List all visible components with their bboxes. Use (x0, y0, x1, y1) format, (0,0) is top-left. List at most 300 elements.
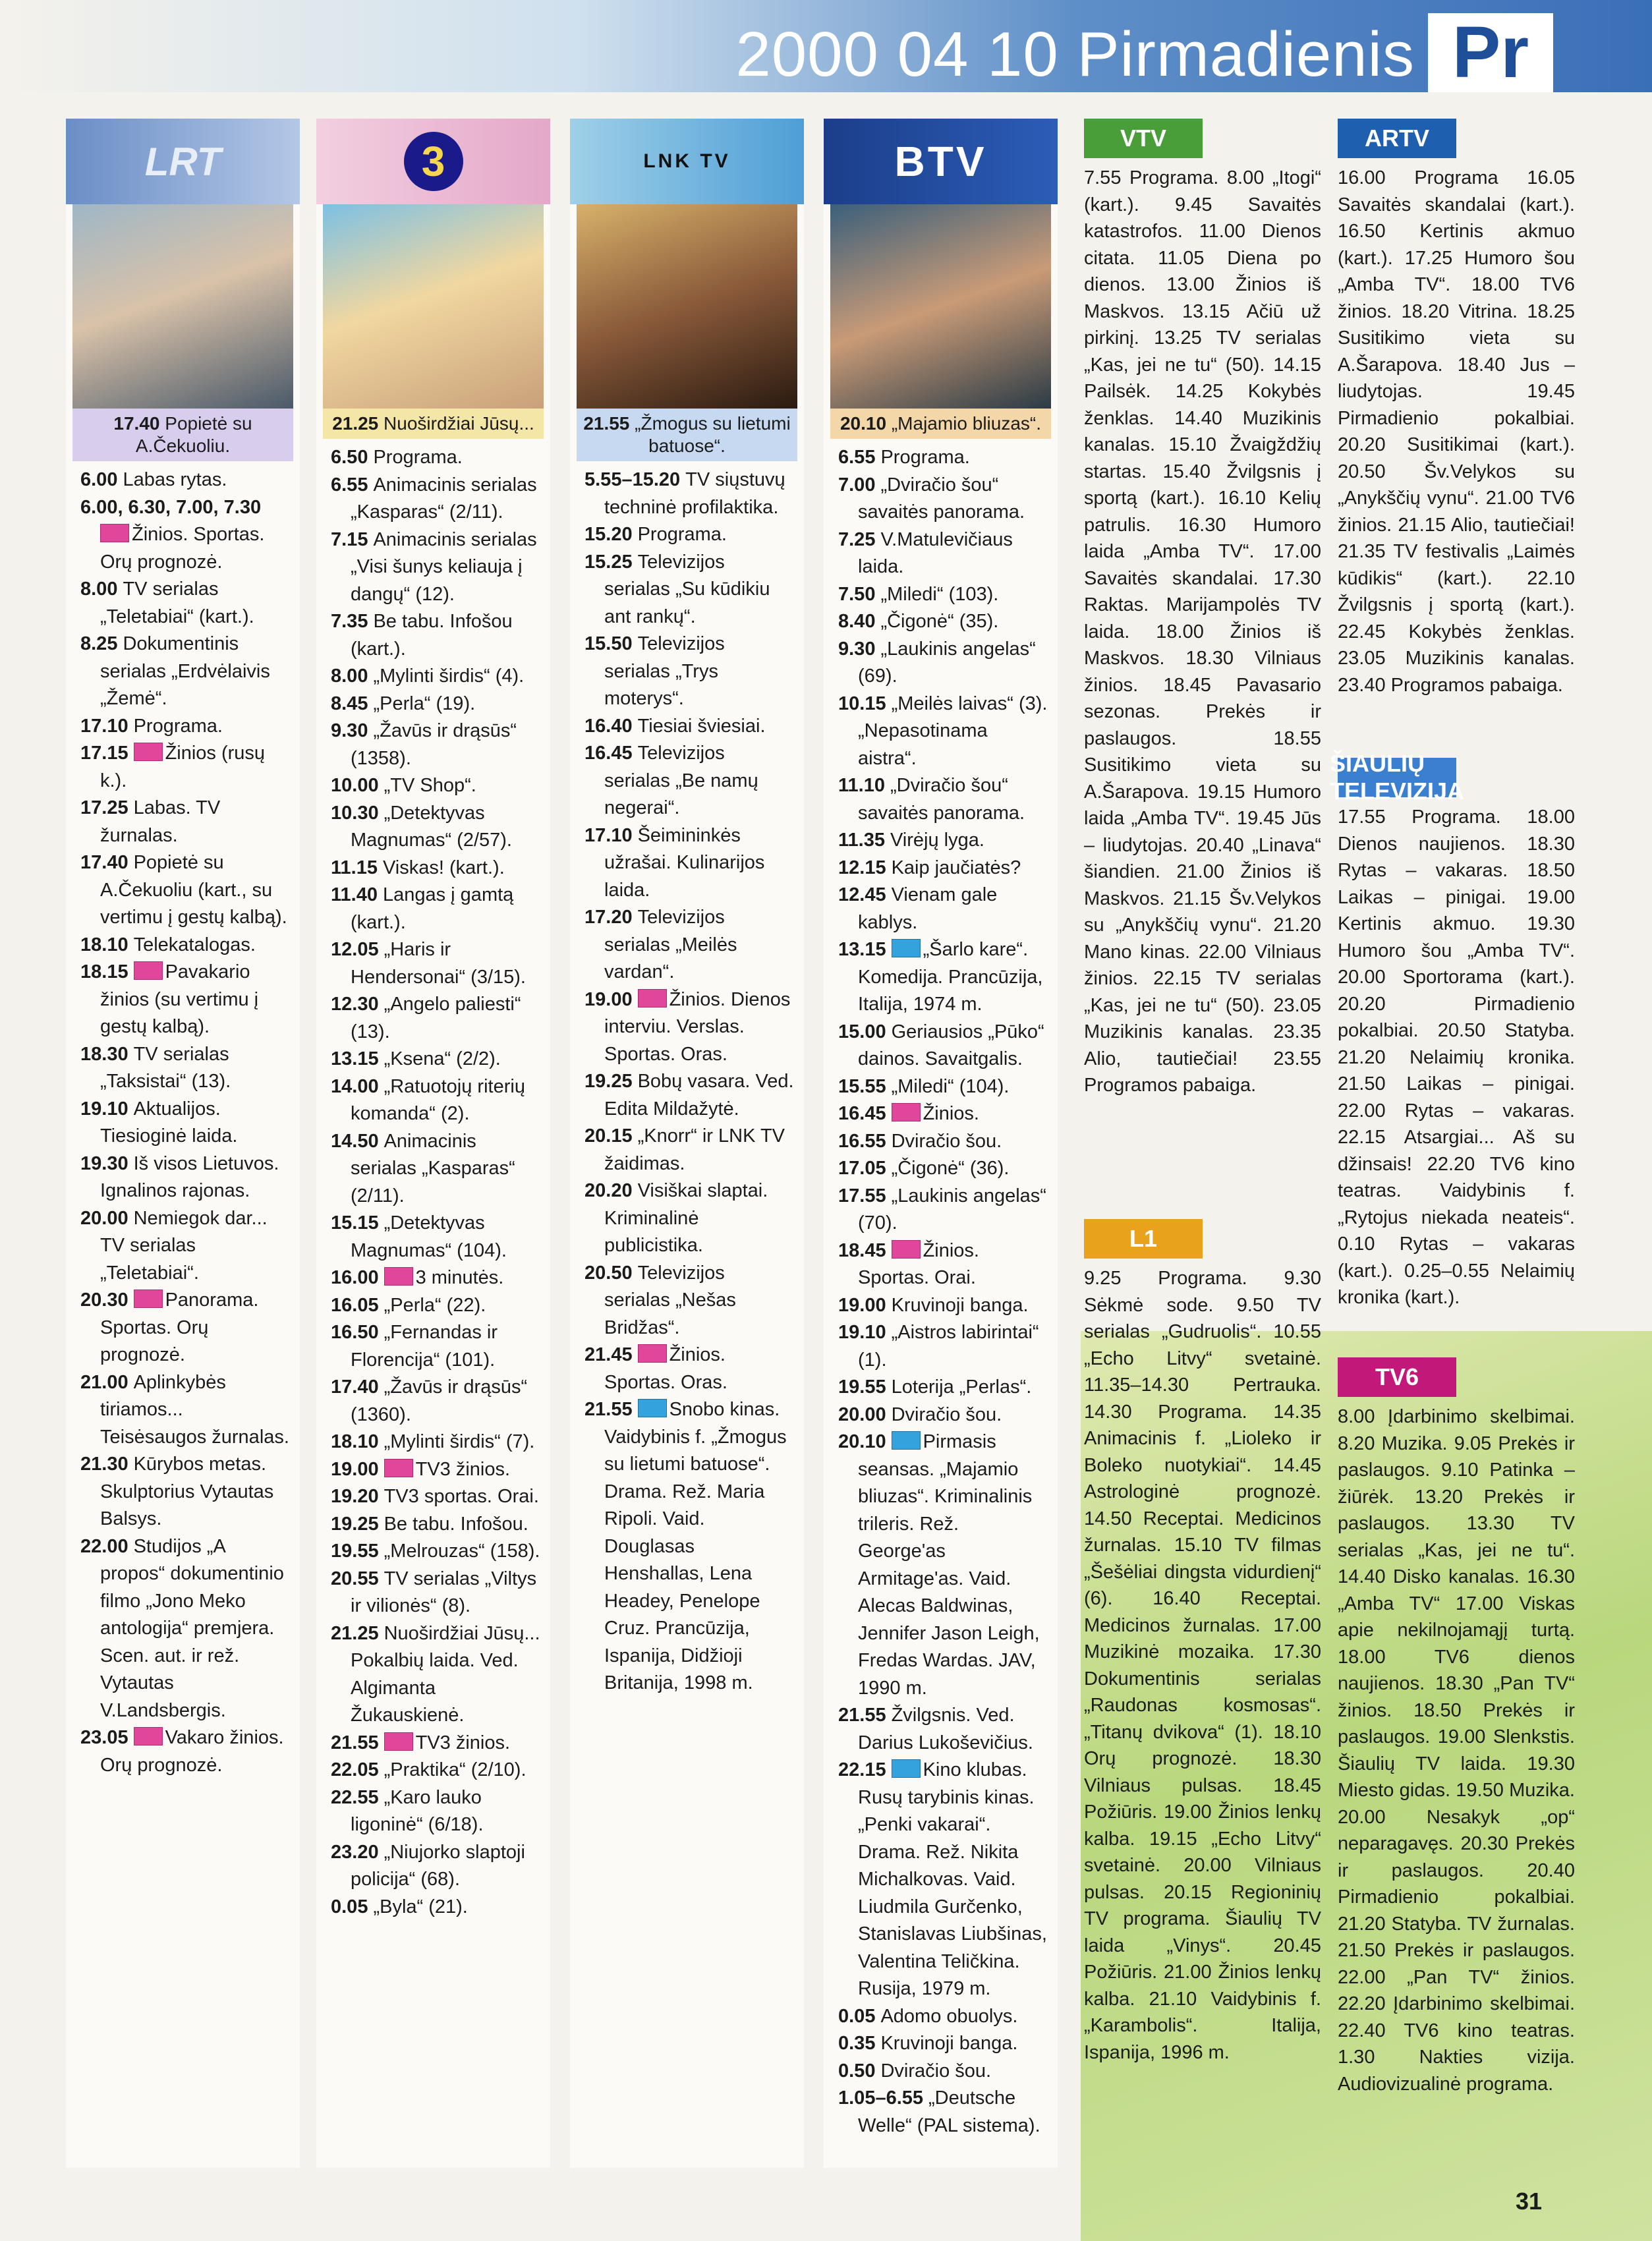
channel-block-vtv (1084, 119, 1321, 1099)
entry-time: 7.00 (838, 474, 876, 496)
entry-title: „Praktika“ (2/10). (384, 1759, 527, 1780)
channel-block-l1 (1084, 1219, 1321, 2066)
schedule-entry (80, 494, 291, 577)
entry-time: 18.45 (838, 1239, 886, 1261)
schedule-entry (80, 467, 291, 494)
entry-time: 0.35 (838, 2033, 876, 2054)
entry-title: „Ratuotojų riterių komanda“ (2). (351, 1075, 525, 1124)
schedule-entry (331, 1046, 541, 1073)
schedule-entry (80, 1724, 291, 1779)
caption-text: „Žmogus su lietumi batuose“. (635, 413, 791, 456)
schedule-entry (331, 1128, 541, 1210)
schedule-entry (331, 1456, 541, 1484)
entry-time: 0.50 (838, 2060, 876, 2082)
entry-time: 8.00 (331, 666, 368, 687)
entry-title: Dviračio šou. (891, 1404, 1002, 1425)
schedule-entry (584, 549, 795, 631)
schedule-entry (584, 1260, 795, 1342)
schedule-entry (584, 1396, 795, 1697)
tv3-logo-circle: 3 (404, 132, 463, 191)
film-icon (892, 939, 921, 957)
entry-title: „Detektyvas Magnumas“ (2/57). (351, 802, 512, 851)
entry-title: „Aistros labirintai“ (1). (858, 1322, 1039, 1371)
entry-time: 17.05 (838, 1158, 886, 1179)
entry-title: Dviračio šou. (891, 1130, 1002, 1152)
caption-time: 20.10 (840, 413, 887, 434)
entry-title: Kaip jaučiatės? (891, 857, 1021, 878)
entry-time: 15.55 (838, 1075, 886, 1097)
entry-time: 18.30 (80, 1043, 128, 1065)
tv-news-icon (892, 1240, 921, 1259)
schedule-entry (584, 1068, 795, 1123)
entry-time: 19.30 (80, 1152, 128, 1174)
entry-title: Televizijos serialas „Be namų negerai“. (604, 743, 758, 818)
entry-time: 14.00 (331, 1075, 379, 1097)
schedule-entry (838, 1402, 1048, 1429)
photo-caption (72, 409, 293, 461)
schedule-entry (838, 636, 1048, 691)
schedule-entry (331, 1073, 541, 1128)
entry-time: 8.40 (838, 611, 876, 632)
channel-logo-tv3 (316, 119, 550, 204)
schedule-entry (80, 1205, 291, 1288)
schedule-entry (584, 521, 795, 549)
schedule-entry (331, 1483, 541, 1511)
tv-news-icon (384, 1732, 413, 1751)
entry-title: „Meilės laivas“ (3). „Nepasotinama aistra“. (858, 693, 1048, 769)
entry-time: 18.10 (80, 934, 128, 955)
schedule-entry (80, 795, 291, 849)
entry-time: 5.55–15.20 (584, 469, 681, 490)
page-number: 31 (1516, 2188, 1543, 2215)
entry-time: 20.10 (838, 1431, 886, 1452)
entry-time: 17.20 (584, 907, 633, 928)
schedule-entry (331, 936, 541, 991)
entry-title: Viskas! (kart.). (382, 857, 505, 878)
entry-title: Žinios. Sportas. Orai. (858, 1239, 979, 1288)
caption-text: Nuoširdžiai Jūsų... (384, 413, 534, 434)
entry-time: 15.20 (584, 524, 633, 545)
entry-title: Popietė su A.Čekuoliu (kart., su vertimu į gestų kalbą). (100, 852, 287, 928)
schedule-entry (331, 691, 541, 718)
entry-time: 20.55 (331, 1568, 379, 1589)
entry-title: „Karo lauko ligoninė“ (6/18). (351, 1786, 484, 1835)
schedule-entry (331, 1292, 541, 1320)
entry-title: Animacinis serialas „Kasparas“ (2/11). (351, 474, 537, 523)
schedule-entry (80, 1533, 291, 1725)
entry-time: 20.30 (80, 1290, 128, 1311)
entry-title: „Čigonė“ (35). (880, 611, 999, 632)
schedule-list (66, 461, 300, 1779)
entry-title: Kruvinoji banga. (891, 1294, 1029, 1316)
channel-photo-tv3 (323, 204, 544, 409)
entry-time: 16.40 (584, 715, 633, 737)
entry-time: 8.00 (80, 579, 118, 600)
entry-time: 12.15 (838, 857, 886, 878)
caption-text: Popietė su A.Čekuoliu. (135, 413, 252, 456)
channel-logo-vtv: VTV (1084, 119, 1203, 158)
schedule-entry (331, 855, 541, 882)
channel-block-siauliu (1330, 750, 1575, 1311)
entry-time: 19.25 (331, 1513, 379, 1535)
schedule-entry (80, 576, 291, 631)
channel-column-lnk (570, 119, 804, 2168)
entry-title: Be tabu. Infošou. (384, 1513, 528, 1535)
entry-title: Animacinis serialas „Visi šunys keliauja į dangų“ (12). (351, 528, 537, 605)
entry-time: 17.10 (584, 824, 633, 846)
entry-time: 16.45 (838, 1103, 886, 1124)
channel-logo-siauliu: ŠIAULIŲ TELEVIZIJA (1330, 750, 1465, 805)
schedule-entry (331, 663, 541, 691)
entry-title: Tiesiai šviesiai. (637, 715, 766, 737)
entry-time: 21.25 (331, 1622, 379, 1644)
channel-schedule-text: 17.55 Programa. 18.00 Dienos naujienos. 18.30 Rytas – vakaras. 18.50 Laikas – pinigai. 19.00 Kertinis akmuo. 19.30 Humoro šou „Amba TV“. 20.00 Sportorama (kart.). 20.20 Pirmadienio pokalbiai. 20.50 Statyba. 21.20 Nelaimių kronika. 21.50 Laikas – pinigai. 22.00 Rytas – vakaras. 22.15 Atsargiai... Aš su džinsais! 22.20 TV6 kino teatras. Vaidybinis f. „Rytojus niekada neateis“. 0.10 Rytas – vakaras (kart.). 0.25–0.55 Nelaimių kronika (kart.). (1338, 807, 1575, 1308)
entry-title: „Laukinis angelas“ (69). (858, 638, 1036, 687)
film-icon (892, 1759, 921, 1778)
channel-column-lrt (66, 119, 300, 2168)
tv-news-icon (134, 743, 163, 761)
entry-time: 7.15 (331, 528, 368, 550)
channel-column-btv (824, 119, 1058, 2168)
schedule-entry (331, 882, 541, 936)
entry-time: 10.30 (331, 802, 379, 824)
schedule-entry (584, 1177, 795, 1260)
entry-title: „TV Shop“. (384, 775, 476, 796)
channel-block-tv6 (1338, 1357, 1575, 2097)
schedule-entry (838, 1183, 1048, 1237)
entry-time: 17.10 (80, 715, 128, 737)
entry-title: Televizijos serialas „Nešas Bridžas“. (604, 1262, 736, 1338)
channel-logo-artv: ARTV (1338, 119, 1456, 158)
schedule-list (570, 461, 804, 1697)
schedule-entry (838, 1292, 1048, 1320)
entry-time: 19.10 (838, 1322, 886, 1343)
entry-title: Vakaro žinios. Orų prognozė. (100, 1727, 284, 1776)
entry-time: 15.15 (331, 1212, 379, 1234)
header-mark: Pr (1428, 13, 1553, 92)
entry-time: 19.55 (838, 1376, 886, 1398)
schedule-entry (331, 1511, 541, 1539)
schedule-entry (331, 1319, 541, 1374)
entry-title: „Byla“ (21). (373, 1896, 468, 1917)
entry-title: „Ksena“ (2/2). (384, 1048, 501, 1069)
entry-title: TV3 žinios. (415, 1458, 511, 1480)
schedule-entry (838, 855, 1048, 882)
tv-news-icon (638, 989, 667, 1007)
entry-time: 17.40 (331, 1376, 379, 1398)
schedule-entry (80, 932, 291, 959)
entry-time: 19.10 (80, 1098, 128, 1120)
entry-title: TV3 sportas. Orai. (384, 1486, 539, 1507)
entry-time: 11.15 (331, 857, 378, 878)
entry-time: 20.00 (838, 1404, 886, 1425)
entry-time: 16.50 (331, 1322, 379, 1343)
entry-time: 20.15 (584, 1125, 633, 1147)
entry-title: Snobo kinas. Vaidybinis f. „Žmogus su lietumi batuose“. Drama. Rež. Maria Ripoli. Vaid. Douglasas Henshallas, Lena Headey, Penelope Cruz. Prancūzija, Ispanija, Didžioji Britanija, 1998 m. (604, 1399, 787, 1693)
schedule-entry (838, 1155, 1048, 1183)
schedule-entry (80, 631, 291, 713)
schedule-entry (584, 740, 795, 822)
photo-caption (830, 409, 1051, 439)
entry-time: 15.00 (838, 1021, 886, 1042)
entry-title: Šeimininkės užrašai. Kulinarijos laida. (604, 824, 765, 901)
entry-time: 11.10 (838, 775, 885, 796)
schedule-entry (331, 1264, 541, 1292)
entry-title: „Deutsche Welle“ (PAL sistema). (858, 2087, 1040, 2136)
entry-title: Nuoširdžiai Jūsų... Pokalbių laida. Ved. Algimanta Žukauskienė. (351, 1622, 540, 1726)
schedule-entry (331, 1429, 541, 1456)
channel-photo-lnk (577, 204, 797, 409)
channel-block-artv (1338, 119, 1575, 698)
caption-text: „Majamio bliuzas“. (891, 413, 1042, 434)
schedule-entry (80, 1150, 291, 1205)
schedule-entry (838, 472, 1048, 526)
entry-title: Žinios. Sportas. Orų prognozė. (100, 524, 265, 573)
entry-title: Aktualijos. Tiesioginė laida. (100, 1098, 238, 1147)
entry-title: Labas. TV žurnalas. (100, 797, 221, 846)
schedule-entry (331, 772, 541, 800)
entry-time: 11.40 (331, 884, 378, 905)
schedule-entry (838, 1702, 1048, 1757)
entry-time: 7.50 (838, 583, 876, 605)
schedule-entry (838, 526, 1048, 581)
entry-title: Iš visos Lietuvos. Ignalinos rajonas. (100, 1152, 279, 1201)
schedule-entry (331, 800, 541, 855)
channel-photo-btv (830, 204, 1051, 409)
entry-time: 10.00 (331, 775, 379, 796)
channel-schedule-text: 9.25 Programa. 9.30 Sėkmė sode. 9.50 TV serialas „Gudruolis“. 10.55 „Echo Litvy“ svetainė. 11.35–14.30 Pertrauka. 14.30 Programa. 14.35 Animacinis f. „Lioleko ir Boleko nuotykiai“. 14.45 Astrologinė prognozė. 14.50 Receptai. Medicinos žurnalas. 15.10 TV filmas „Šešėliai dingsta vidurdienį“ (6). 16.40 Receptai. Medicinos žurnalas. 17.00 Muzikinė mozaika. 17.30 Dokumentinis serialas „Raudonas kosmosas“. „Titanų dvikova“ (1). 18.10 Orų prognozė. 18.30 Vilniaus pulsas. 18.45 Požiūris. 19.00 Žinios lenkų kalba. 19.15 „Echo Litvy“ svetainė. 20.00 Vilniaus pulsas. 20.15 Regioninių TV programa. Šiaulių TV laida „Vinys“. 20.45 Požiūris. 21.00 Žinios lenkų kalba. 21.10 Vaidybinis f. „Karambolis“. Italija, Ispanija, 1996 m. (1084, 1268, 1321, 2063)
schedule-entry (584, 467, 795, 521)
entry-time: 6.55 (331, 474, 368, 496)
entry-title: „Miledi“ (104). (891, 1075, 1010, 1097)
entry-title: Geriausios „Pūko“ dainos. Savaitgalis. (858, 1021, 1044, 1069)
schedule-entry (331, 1538, 541, 1566)
tv-news-icon (892, 1103, 921, 1121)
entry-time: 20.50 (584, 1262, 633, 1284)
entry-time: 8.45 (331, 693, 368, 714)
schedule-entry (584, 1342, 795, 1396)
entry-title: „Detektyvas Magnumas“ (104). (351, 1212, 507, 1261)
entry-title: Žinios (rusų k.). (100, 743, 266, 791)
entry-title: „Čigonė“ (36). (891, 1158, 1010, 1179)
schedule-entry (838, 2058, 1048, 2085)
caption-time: 17.40 (113, 413, 160, 434)
entry-time: 1.05–6.55 (838, 2087, 924, 2109)
channel-logo-tv6: TV6 (1338, 1357, 1456, 1397)
tv-news-icon (384, 1459, 413, 1477)
entry-time: 19.25 (584, 1071, 633, 1092)
entry-time: 7.35 (331, 611, 368, 632)
schedule-entry (80, 1096, 291, 1150)
entry-title: 3 minutės. (415, 1267, 504, 1288)
entry-title: Pavakario žinios (su vertimu į gestų kalbą). (100, 961, 259, 1037)
schedule-entry (838, 936, 1048, 1019)
schedule-entry (331, 1566, 541, 1620)
entry-time: 19.00 (331, 1458, 379, 1480)
photo-caption (577, 409, 797, 461)
schedule-entry (80, 713, 291, 741)
entry-time: 12.45 (838, 884, 886, 905)
entry-time: 10.15 (838, 693, 886, 714)
entry-title: Žinios. Dienos interviu. Verslas. Sportas. Oras. (604, 988, 791, 1065)
schedule-entry (838, 772, 1048, 827)
schedule-entry (838, 1073, 1048, 1101)
entry-title: Televizijos serialas „Meilės vardan“. (604, 907, 737, 982)
schedule-entry (838, 2030, 1048, 2058)
entry-title: „Melrouzas“ (158). (384, 1541, 540, 1562)
photo-caption (323, 409, 544, 439)
entry-title: Langas į gamtą (kart.). (351, 884, 514, 933)
entry-time: 19.55 (331, 1541, 379, 1562)
schedule-entry (838, 444, 1048, 472)
entry-title: Dviračio šou. (880, 2060, 992, 2082)
caption-time: 21.25 (332, 413, 379, 434)
film-icon (892, 1431, 921, 1450)
entry-title: Programa. (373, 447, 463, 468)
schedule-entry (838, 1100, 1048, 1128)
entry-title: Panorama. Sportas. Orų prognozė. (100, 1290, 259, 1365)
schedule-entry (584, 986, 795, 1069)
entry-time: 6.00 (80, 469, 118, 490)
entry-title: Aplinkybės tiriamos... Teisėsaugos žurnalas. (100, 1371, 289, 1448)
entry-title: Animacinis serialas „Kasparas“ (2/11). (351, 1130, 515, 1206)
schedule-entry (584, 904, 795, 986)
entry-time: 13.15 (331, 1048, 379, 1069)
entry-time: 15.50 (584, 633, 633, 654)
entry-time: 22.15 (838, 1759, 886, 1780)
channel-photo-lrt (72, 204, 293, 409)
schedule-entry (80, 1369, 291, 1452)
entry-title: „Žavūs ir drąsūs“ (1358). (351, 720, 517, 769)
schedule-entry (838, 1237, 1048, 1292)
entry-title: „Niujorko slaptoji policija“ (68). (351, 1841, 525, 1890)
entry-time: 0.05 (331, 1896, 368, 1917)
schedule-entry (80, 959, 291, 1041)
schedule-entry (838, 1429, 1048, 1702)
entry-title: „Perla“ (22). (384, 1294, 486, 1316)
entry-title: Visiškai slaptai. Kriminalinė publicistika. (604, 1180, 768, 1256)
entry-title: „Šarlo kare“. Komedija. Prancūzija, Italija, 1974 m. (858, 939, 1043, 1015)
entry-time: 12.05 (331, 939, 379, 960)
schedule-entry (331, 1894, 541, 1921)
page-header (0, 0, 1652, 92)
schedule-entry (80, 740, 291, 795)
channel-logo-btv: BTV (824, 119, 1058, 204)
entry-title: Be tabu. Infošou (kart.). (351, 611, 513, 660)
entry-title: V.Matulevičiaus laida. (858, 528, 1013, 577)
schedule-entry (331, 1620, 541, 1730)
entry-time: 23.05 (80, 1727, 128, 1748)
entry-title: „Laukinis angelas“ (70). (858, 1185, 1046, 1234)
entry-title: TV siųstuvų techninė profilaktika. (604, 469, 785, 518)
entry-time: 19.00 (838, 1294, 886, 1316)
schedule-entry (584, 631, 795, 713)
schedule-entry (331, 1839, 541, 1894)
entry-time: 19.00 (584, 988, 633, 1010)
entry-title: Labas rytas. (123, 469, 227, 490)
entry-title: Dokumentinis serialas „Erdvėlaivis „Žemė“. (100, 633, 270, 709)
schedule-entry (331, 1730, 541, 1757)
tv-news-icon (638, 1344, 667, 1363)
entry-time: 13.15 (838, 939, 886, 960)
schedule-entry (80, 1041, 291, 1096)
entry-title: Pirmasis seansas. „Majamio bliuzas“. Kriminalinis trileris. Rež. George'as Armitage'as. Vaid. Alecas Baldwinas, Jennifer Jason Leigh, Fredas Wardas. JAV, 1990 m. (858, 1431, 1040, 1699)
entry-title: Bobų vasara. Ved. Edita Mildažytė. (604, 1071, 794, 1120)
entry-title: „Dviračio šou“ savaitės panorama. (858, 775, 1025, 824)
entry-time: 21.55 (838, 1705, 886, 1726)
entry-title: Nemiegok dar... TV serialas „Teletabiai“. (100, 1207, 268, 1284)
schedule-list (316, 439, 550, 1921)
schedule-entry (838, 608, 1048, 636)
entry-time: 8.25 (80, 633, 118, 654)
entry-title: „Mylinti širdis“ (7). (384, 1431, 535, 1452)
entry-time: 17.25 (80, 797, 128, 818)
entry-time: 14.50 (331, 1130, 379, 1152)
schedule-entry (584, 1123, 795, 1177)
entry-time: 21.55 (331, 1732, 379, 1753)
entry-title: TV3 žinios. (415, 1732, 511, 1753)
entry-time: 23.20 (331, 1841, 379, 1863)
entry-time: 15.25 (584, 551, 633, 573)
schedule-entry (80, 849, 291, 932)
entry-time: 18.10 (331, 1431, 379, 1452)
channel-column-tv3 (316, 119, 550, 2168)
entry-title: „Miledi“ (103). (880, 583, 999, 605)
schedule-entry (331, 1784, 541, 1839)
entry-time: 0.05 (838, 2005, 876, 2027)
channel-schedule-text: 16.00 Programa 16.05 Savaitės skandalai (kart.). 16.50 Kertinis akmuo (kart.). 17.25 Humoro šou „Amba TV“. 18.00 TV6 žinios. 18.20 Vitrina. 18.25 Susitikimo vieta su A.Šarapova. 18.40 Jus – liudytojas. 19.45 Pirmadienio pokalbiai. 20.20 Susitikimai (kart.). 20.50 Šv.Velykos su „Anykščių vynu“. 21.00 TV6 žinios. 21.15 Alio, tautiečiai! 21.35 TV festivalis „Laimės kūdikis“ (kart.). 22.10 Žvilgsnis į sportą (kart.). 22.45 Kokybės ženklas. 23.05 Muzikinis kanalas. 23.40 Programos pabaiga. (1338, 167, 1575, 696)
entry-title: „Fernandas ir Florencija“ (101). (351, 1322, 498, 1371)
channel-schedule-text: 8.00 Įdarbinimo skelbimai. 8.20 Muzika. 9.05 Prekės ir paslaugos. 9.10 Patinka – žiūrėk. 13.20 Prekės ir paslaugos. 13.30 TV serialas „Kas, jei ne tu“. 14.40 Disko kanalas. 16.30 „Amba TV“ 17.00 Viskas apie nekilnojamąjį turtą. 18.00 TV6 dienos naujienos. 18.30 „Pan TV“ žinios. 18.50 Prekės ir paslaugos. 19.00 Slenkstis. Šiaulių TV laida. 19.30 Miesto gidas. 19.50 Muzika. 20.00 Nesakyk „op“ neparagavęs. 20.30 Prekės ir paslaugos. 20.40 Pirmadienio pokalbiai. 21.20 Statyba. TV žurnalas. 21.50 Prekės ir paslaugos. 22.00 „Pan TV“ žinios. 22.20 Įdarbinimo skelbimai. 22.40 TV6 kino teatras. 1.30 Nakties vizija. Audiovizualinė programa. (1338, 1406, 1575, 2095)
entry-time: 21.55 (584, 1399, 633, 1420)
schedule-entry (331, 1210, 541, 1264)
schedule-entry (838, 2085, 1048, 2140)
entry-time: 17.40 (80, 852, 128, 873)
entry-title: Adomo obuolys. (880, 2005, 1018, 2027)
entry-time: 16.45 (584, 743, 633, 764)
entry-time: 20.20 (584, 1180, 633, 1201)
entry-title: „Haris ir Hendersonai“ (3/15). (351, 939, 526, 988)
entry-title: Programa. (880, 447, 970, 468)
entry-time: 16.55 (838, 1130, 886, 1152)
entry-time: 22.00 (80, 1535, 128, 1557)
entry-time: 20.00 (80, 1207, 128, 1229)
schedule-entry (838, 1757, 1048, 2003)
entry-time: 21.00 (80, 1371, 128, 1393)
schedule-entry (838, 1319, 1048, 1374)
schedule-entry (331, 526, 541, 609)
schedule-entry (838, 581, 1048, 609)
schedule-entry (331, 1374, 541, 1429)
channel-logo-lrt: LRT (66, 119, 300, 204)
schedule-entry (838, 882, 1048, 936)
channel-logo-lnk: LNK TV (570, 119, 804, 204)
film-icon (638, 1399, 667, 1417)
entry-time: 22.55 (331, 1786, 379, 1808)
entry-title: Žinios. Sportas. Oras. (604, 1344, 727, 1393)
channel-logo-l1: L1 (1084, 1219, 1203, 1259)
entry-title: „Perla“ (19). (373, 693, 476, 714)
entry-time: 22.05 (331, 1759, 379, 1780)
tv-news-icon (100, 524, 129, 542)
entry-time: 12.30 (331, 994, 379, 1015)
entry-title: TV serialas „Viltys ir vilionės“ (8). (351, 1568, 537, 1616)
entry-title: TV serialas „Teletabiai“ (kart.). (100, 579, 254, 627)
tv-news-icon (134, 1290, 163, 1308)
entry-title: Vienam gale kablys. (858, 884, 998, 933)
entry-title: Telekatalogas. (133, 934, 256, 955)
schedule-entry (331, 991, 541, 1046)
